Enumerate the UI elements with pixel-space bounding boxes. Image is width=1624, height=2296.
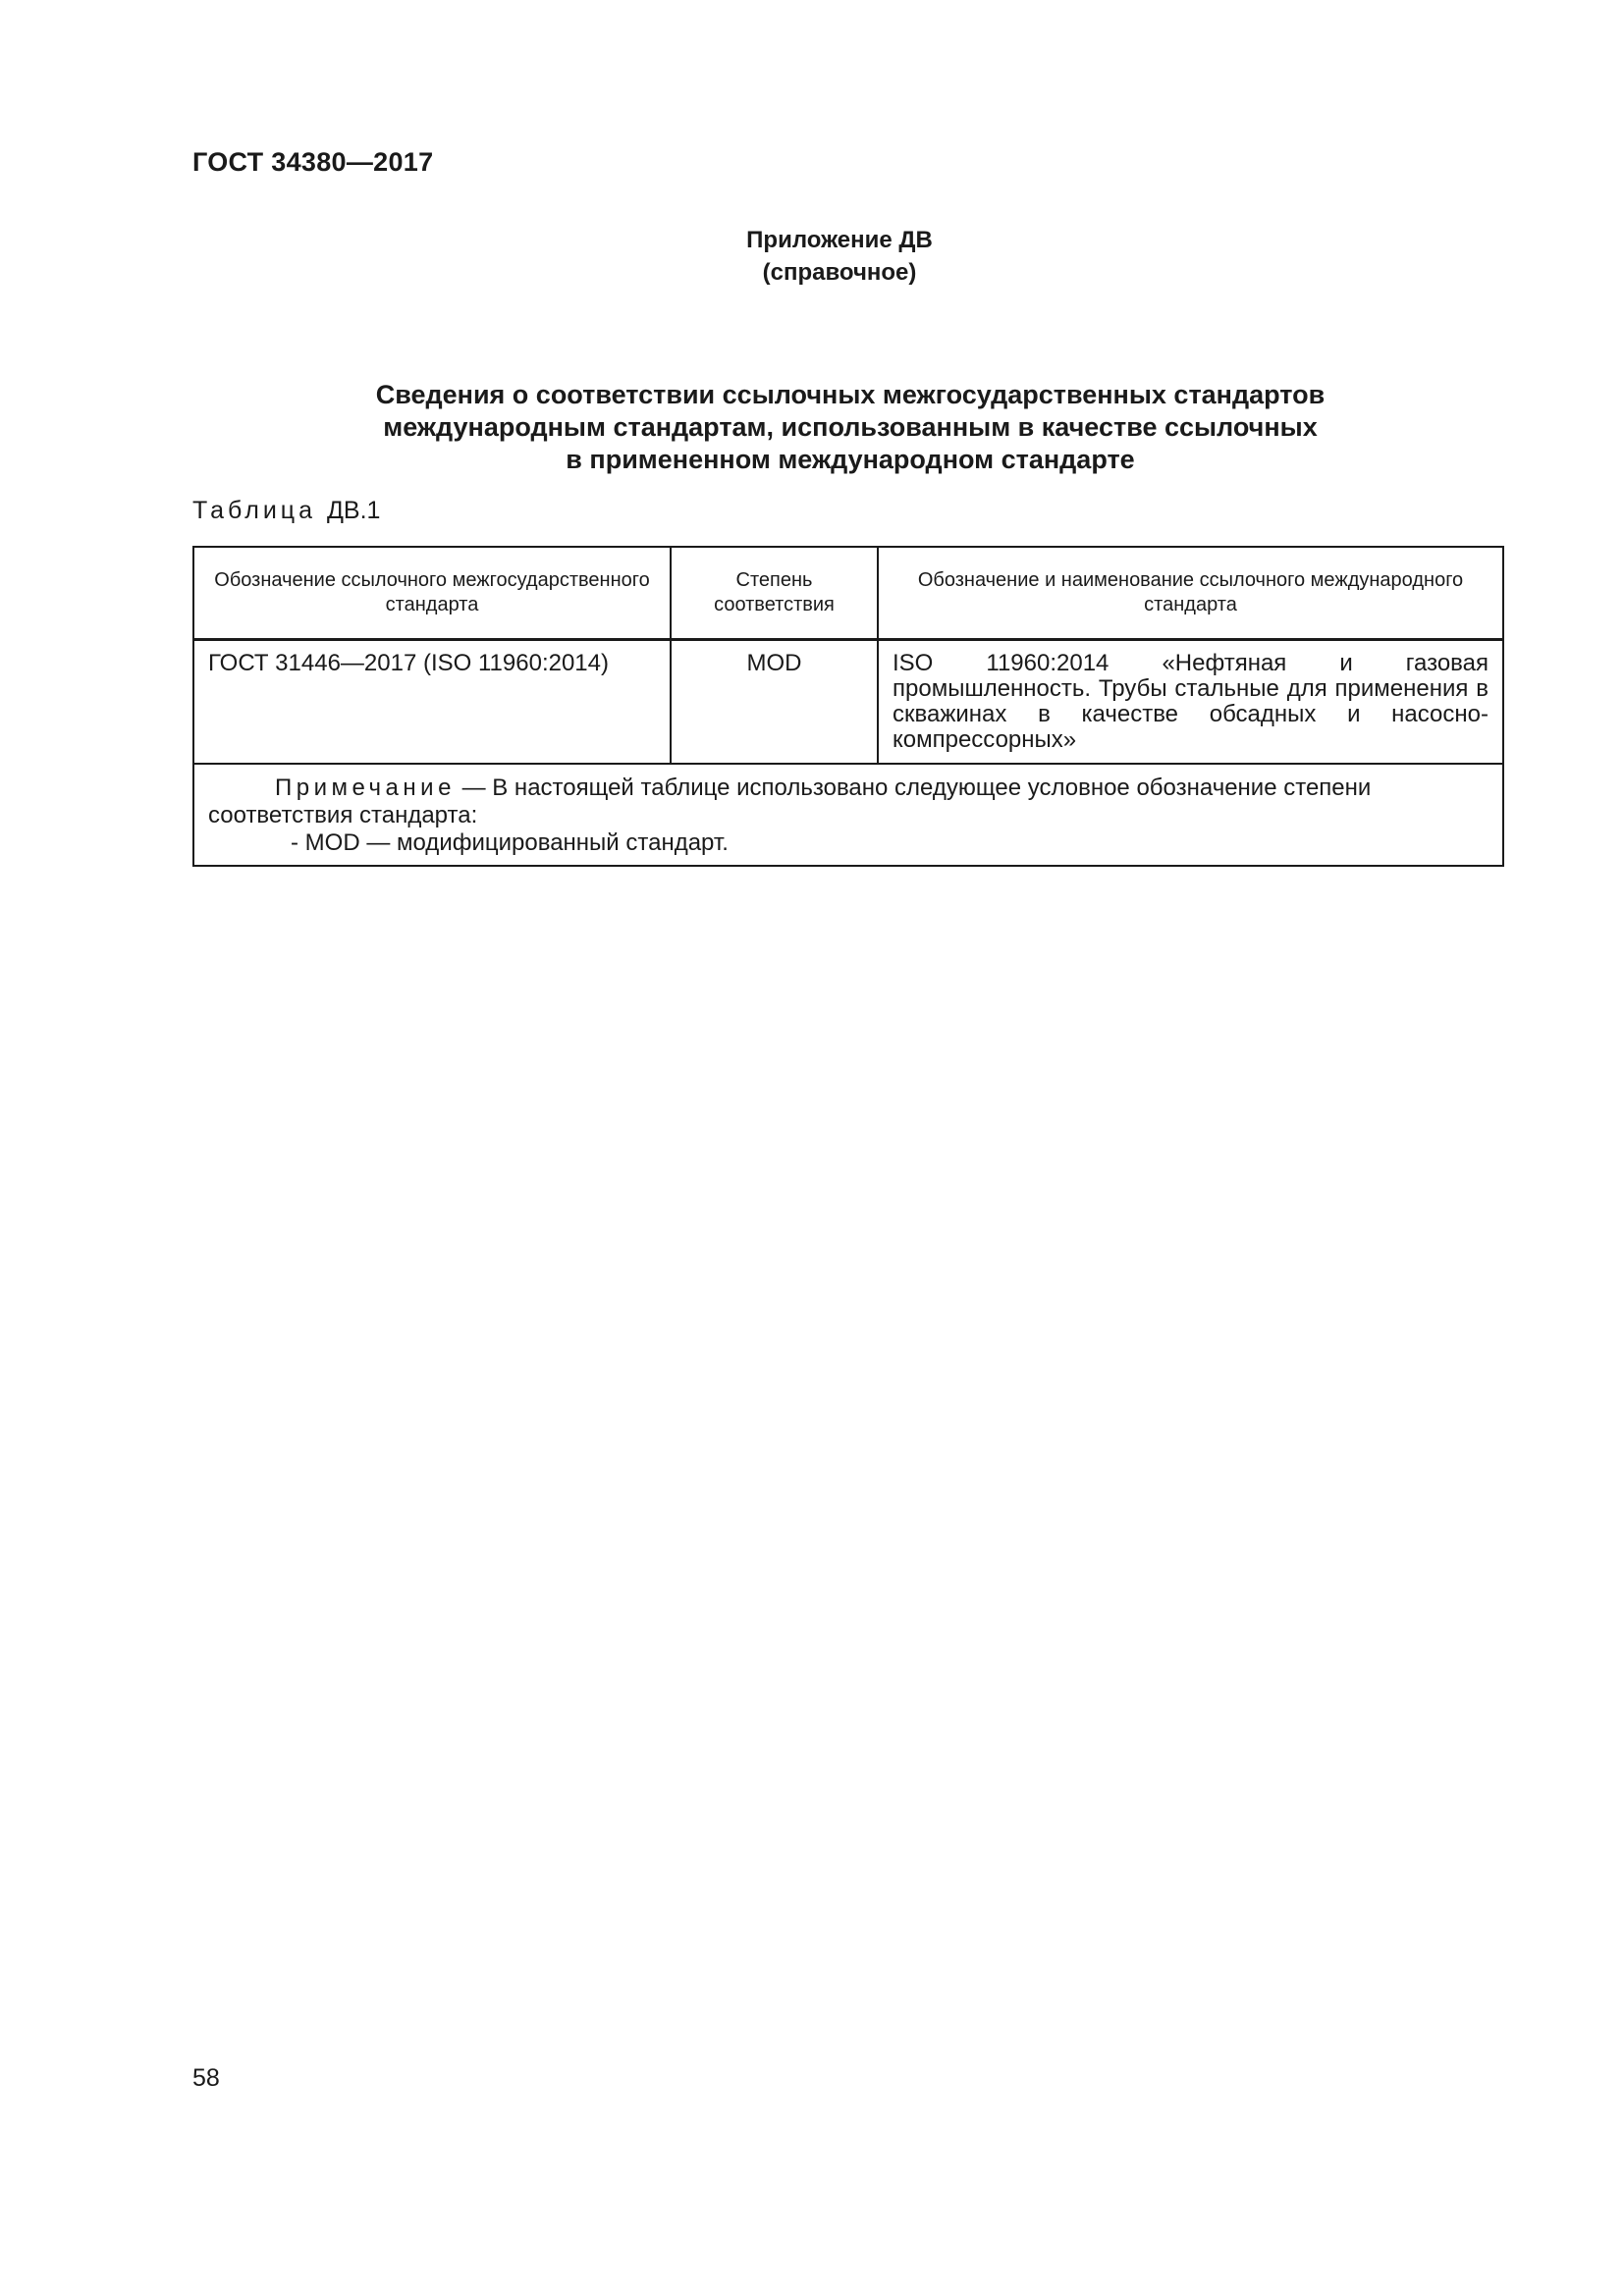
table-caption [192,497,380,525]
table-header-row [193,547,1503,640]
cell-degree: MOD [671,640,878,765]
column-header-degree: Степень соответствия [671,547,878,640]
title-line: международным стандартам, использованным в качестве ссылочных [383,412,1318,442]
column-header-international-standard: Обозначение и наименование ссылочного международного стандарта [878,547,1503,640]
note-item: - MOD — модифицированный стандарт. [291,829,729,856]
section-title [192,379,1508,476]
table-row [193,640,1503,765]
page-number: 58 [192,2064,220,2092]
cell-interstate-standard: ГОСТ 31446—2017 (ISO 11960:2014) [193,640,671,765]
cell-international-standard: ISO 11960:2014 «Нефтяная и газовая промышленность. Трубы стальные для применения в скважинах в качестве обсадных и насосно-компрессорных» [878,640,1503,765]
column-header-interstate-standard: Обозначение ссылочного межгосударственного стандарта [193,547,671,640]
correspondence-table [192,546,1504,867]
table-caption-number: ДВ.1 [326,497,381,524]
appendix-heading [0,224,1624,289]
table-note [193,764,1503,866]
document-code: ГОСТ 34380—2017 [192,147,434,177]
appendix-type: (справочное) [762,259,917,286]
table-caption-word: Таблица [192,497,317,524]
table-note-row [193,764,1503,866]
note-label: Примечание [275,774,456,801]
note-text: — В настоящей таблице использовано следующее условное обозначение степени соответствия стандарта: [208,774,1372,828]
appendix-label: Приложение ДВ [746,227,933,253]
title-line: Сведения о соответствии ссылочных межгосударственных стандартов [375,380,1326,409]
title-line: в примененном международном стандарте [566,445,1135,474]
